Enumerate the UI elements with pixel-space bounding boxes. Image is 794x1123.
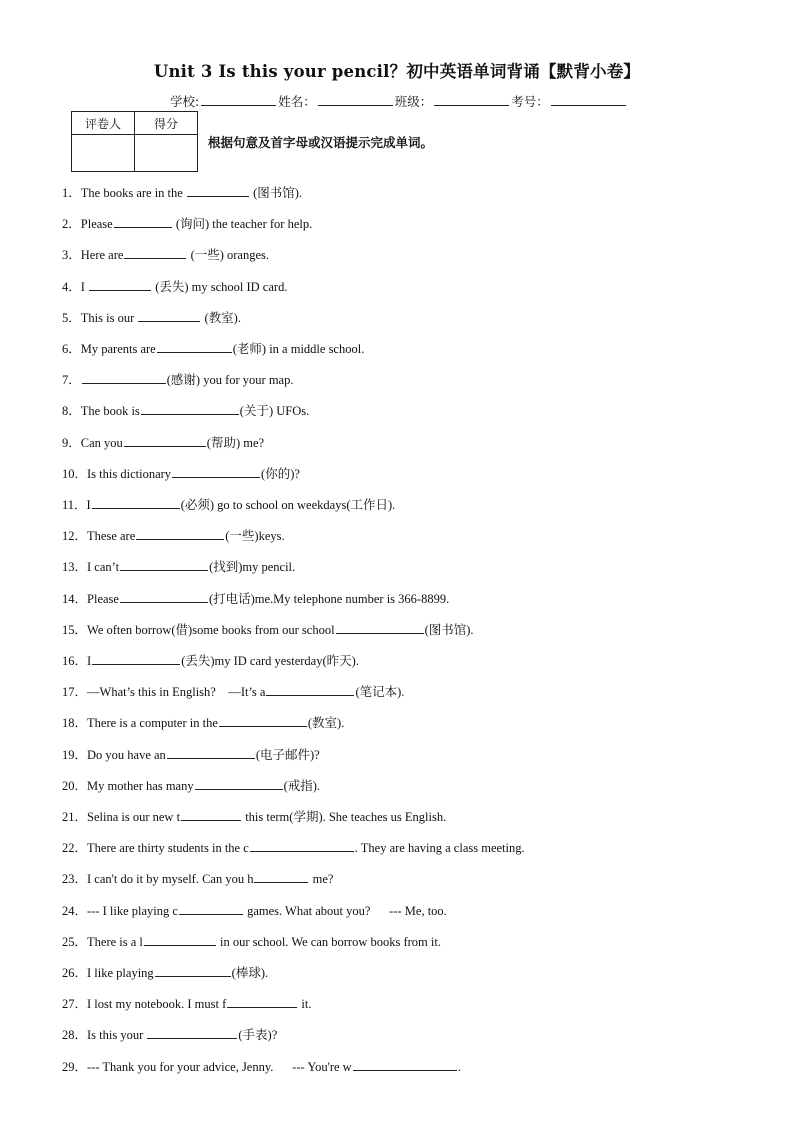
answer-blank[interactable] <box>172 465 260 478</box>
question-text-after: (一些)keys. <box>225 529 285 544</box>
question-text-after: (笔记本). <box>355 685 405 700</box>
question-text-before: I can’t <box>87 560 120 575</box>
question-text-after: (打电话)me.My telephone number is 366-8899. <box>208 591 450 606</box>
question-text-after: this term(学期). She teaches us English. <box>242 810 447 824</box>
question-item <box>62 651 359 669</box>
question-item <box>62 589 449 607</box>
question-text-before: There are thirty students in the c <box>87 841 249 856</box>
answer-blank[interactable] <box>179 902 243 915</box>
question-number: 13． <box>62 560 88 575</box>
answer-blank[interactable] <box>336 621 424 634</box>
question-text-after: (丢失)my ID card yesterday(昨天). <box>181 654 359 668</box>
question-item <box>62 901 447 919</box>
answer-blank[interactable] <box>195 777 283 790</box>
score-table <box>71 111 198 172</box>
question-text-after: (教室). <box>307 716 345 731</box>
grader-cell[interactable] <box>72 135 135 172</box>
question-text-before: These are <box>87 529 136 544</box>
question-text-before: I <box>86 498 91 512</box>
question-item <box>62 932 441 950</box>
answer-blank[interactable] <box>266 683 354 696</box>
question-item <box>62 869 333 887</box>
page-title: Unit 3 Is this your pencil？初中英语单词背诵【默背小卷】 <box>153 62 641 81</box>
question-text-after: (教室). <box>201 310 241 325</box>
question-text-after: (棒球). <box>231 966 269 980</box>
answer-blank[interactable] <box>141 402 239 415</box>
class-label: 班级： <box>394 94 433 109</box>
question-number: 1． <box>62 186 81 200</box>
question-number: 15． <box>62 622 88 637</box>
question-text-before: The books are in the <box>80 186 186 200</box>
question-text-before: I <box>80 279 89 294</box>
question-text-before: I lost my notebook. I must f <box>87 997 227 1012</box>
question-text-before: Here are <box>80 248 124 263</box>
question-number: 6． <box>62 342 81 356</box>
question-text-before: --- I like playing c <box>87 903 178 918</box>
question-text-before: I can't do it by myself. Can you h <box>87 872 254 887</box>
name-blank[interactable] <box>318 93 393 106</box>
question-item <box>62 994 311 1012</box>
question-text-before: There is a computer in the <box>87 716 218 731</box>
question-text-before: Can you <box>80 435 123 450</box>
question-number: 22． <box>62 841 88 856</box>
question-item <box>62 277 287 295</box>
question-text-after: (戒指). <box>283 778 321 793</box>
question-number: 27． <box>62 997 88 1012</box>
question-number: 12． <box>62 529 88 544</box>
question-item <box>62 464 300 482</box>
question-text-before: —What’s this in English? —It’s a <box>87 685 266 700</box>
question-text-after: (必须) go to school on weekdays(工作日). <box>180 498 396 512</box>
question-number: 19． <box>62 747 88 762</box>
answer-blank[interactable] <box>147 1026 237 1039</box>
question-text-before: Please <box>80 217 113 232</box>
question-text-before: Please <box>87 591 119 606</box>
question-text-after: (老师) in a middle school. <box>232 342 365 356</box>
question-text-after: (帮助) me? <box>206 435 265 450</box>
question-text-before: Selina is our new t <box>87 810 181 824</box>
question-number: 16． <box>62 654 88 668</box>
question-item <box>62 214 312 232</box>
question-item <box>62 682 404 700</box>
question-text-before: My mother has many <box>87 778 194 793</box>
question-item <box>62 963 268 981</box>
answer-blank[interactable] <box>89 278 151 291</box>
question-number: 9． <box>62 435 81 450</box>
question-number: 3． <box>62 248 81 263</box>
question-item <box>62 807 446 825</box>
answer-blank[interactable] <box>82 371 166 384</box>
question-item <box>62 713 344 731</box>
question-text-after: me? <box>309 872 334 887</box>
question-number: 4． <box>62 279 81 294</box>
question-number: 5． <box>62 310 81 325</box>
question-item <box>62 838 525 856</box>
question-text-before: There is a l <box>87 934 143 949</box>
question-item <box>62 183 302 201</box>
question-number: 25． <box>62 934 88 949</box>
question-text-after: (感谢) you for your map. <box>166 373 294 388</box>
question-text-after: it. <box>298 997 312 1012</box>
question-text-before: --- Thank you for your advice, Jenny. --- You're w <box>87 1059 352 1074</box>
answer-blank[interactable] <box>144 933 216 946</box>
question-number: 23． <box>62 872 88 887</box>
question-item <box>62 1025 277 1043</box>
question-item <box>62 308 241 326</box>
answer-blank[interactable] <box>157 340 232 353</box>
question-number: 10． <box>62 466 88 481</box>
question-item <box>62 526 285 544</box>
question-item <box>62 245 269 263</box>
question-text-after: (找到)my pencil. <box>209 560 296 575</box>
answer-blank[interactable] <box>187 184 249 197</box>
question-item <box>62 1057 461 1075</box>
question-number: 8． <box>62 404 81 419</box>
question-number: 26． <box>62 966 88 980</box>
question-text-after: . They are having a class meeting. <box>354 841 525 856</box>
question-item <box>62 495 395 513</box>
section-instruction: 根据句意及首字母或汉语提示完成单词。 <box>208 135 434 150</box>
question-text-after: (关于) UFOs. <box>239 404 310 419</box>
question-text-before: Is this your <box>87 1028 147 1043</box>
answer-blank[interactable] <box>136 527 224 540</box>
question-number: 2． <box>62 217 81 232</box>
question-text-after: in our school. We can borrow books from it. <box>216 934 441 949</box>
answer-blank[interactable] <box>250 839 354 852</box>
answer-blank[interactable] <box>167 746 255 759</box>
question-number: 28． <box>62 1028 88 1043</box>
question-text-after: (询问) the teacher for help. <box>172 217 313 232</box>
answer-blank[interactable] <box>227 995 297 1008</box>
question-item <box>62 557 295 575</box>
question-text-after: (电子邮件)? <box>255 747 320 762</box>
question-text-after: (手表)? <box>238 1028 278 1043</box>
question-number: 20． <box>62 778 88 793</box>
question-item <box>62 745 320 763</box>
school-blank[interactable] <box>201 93 276 106</box>
question-text-before: I like playing <box>87 966 154 980</box>
name-label: 姓名： <box>278 94 316 109</box>
question-number: 17． <box>62 685 88 700</box>
question-text-after: (一些) oranges. <box>187 248 270 263</box>
question-text-after: (你的)? <box>261 466 300 481</box>
school-label: 学校: <box>170 94 200 109</box>
question-text-after: . <box>457 1059 461 1074</box>
question-text-before: My parents are <box>80 342 156 356</box>
answer-blank[interactable] <box>138 309 200 322</box>
question-number: 11． <box>62 498 87 512</box>
question-text-before: Is this dictionary <box>87 466 172 481</box>
question-item <box>62 433 264 451</box>
answer-blank[interactable] <box>124 246 186 259</box>
answer-blank[interactable] <box>92 496 180 509</box>
answer-blank[interactable] <box>254 870 308 883</box>
question-number: 18． <box>62 716 88 731</box>
answer-blank[interactable] <box>155 964 231 977</box>
question-text-before: I <box>87 654 92 668</box>
question-number: 14． <box>62 591 88 606</box>
question-item <box>62 370 293 388</box>
question-text-after: (丢失) my school ID card. <box>152 279 288 294</box>
question-item <box>62 776 320 794</box>
score-header: 得分 <box>135 112 198 135</box>
question-text-before: The book is <box>80 404 140 419</box>
question-number: 24． <box>62 903 88 918</box>
question-number: 29． <box>62 1059 88 1074</box>
student-info-line <box>170 92 628 110</box>
answer-blank[interactable] <box>114 215 172 228</box>
question-number: 21． <box>62 810 88 824</box>
question-text-before: We often borrow(借)some books from our school <box>87 622 335 637</box>
question-text-before: Do you have an <box>87 747 166 762</box>
question-text-after: (图书馆). <box>424 622 474 637</box>
question-text-before: This is our <box>80 310 138 325</box>
answer-blank[interactable] <box>92 652 180 665</box>
score-cell[interactable] <box>135 135 198 172</box>
grader-header: 评卷人 <box>72 112 135 135</box>
question-item <box>62 401 309 419</box>
question-number: 7． <box>62 373 81 388</box>
exam-number-label: 考号： <box>511 94 549 109</box>
question-item <box>62 620 474 638</box>
exam-number-blank[interactable] <box>551 93 626 106</box>
question-text-after: games. What about you? --- Me, too. <box>243 903 447 918</box>
answer-blank[interactable] <box>120 590 208 603</box>
answer-blank[interactable] <box>124 434 206 447</box>
answer-blank[interactable] <box>219 714 307 727</box>
answer-blank[interactable] <box>120 558 208 571</box>
answer-blank[interactable] <box>353 1058 457 1071</box>
question-text-after: (图书馆). <box>249 186 303 200</box>
question-item <box>62 339 364 357</box>
answer-blank[interactable] <box>181 808 241 821</box>
class-blank[interactable] <box>434 93 509 106</box>
